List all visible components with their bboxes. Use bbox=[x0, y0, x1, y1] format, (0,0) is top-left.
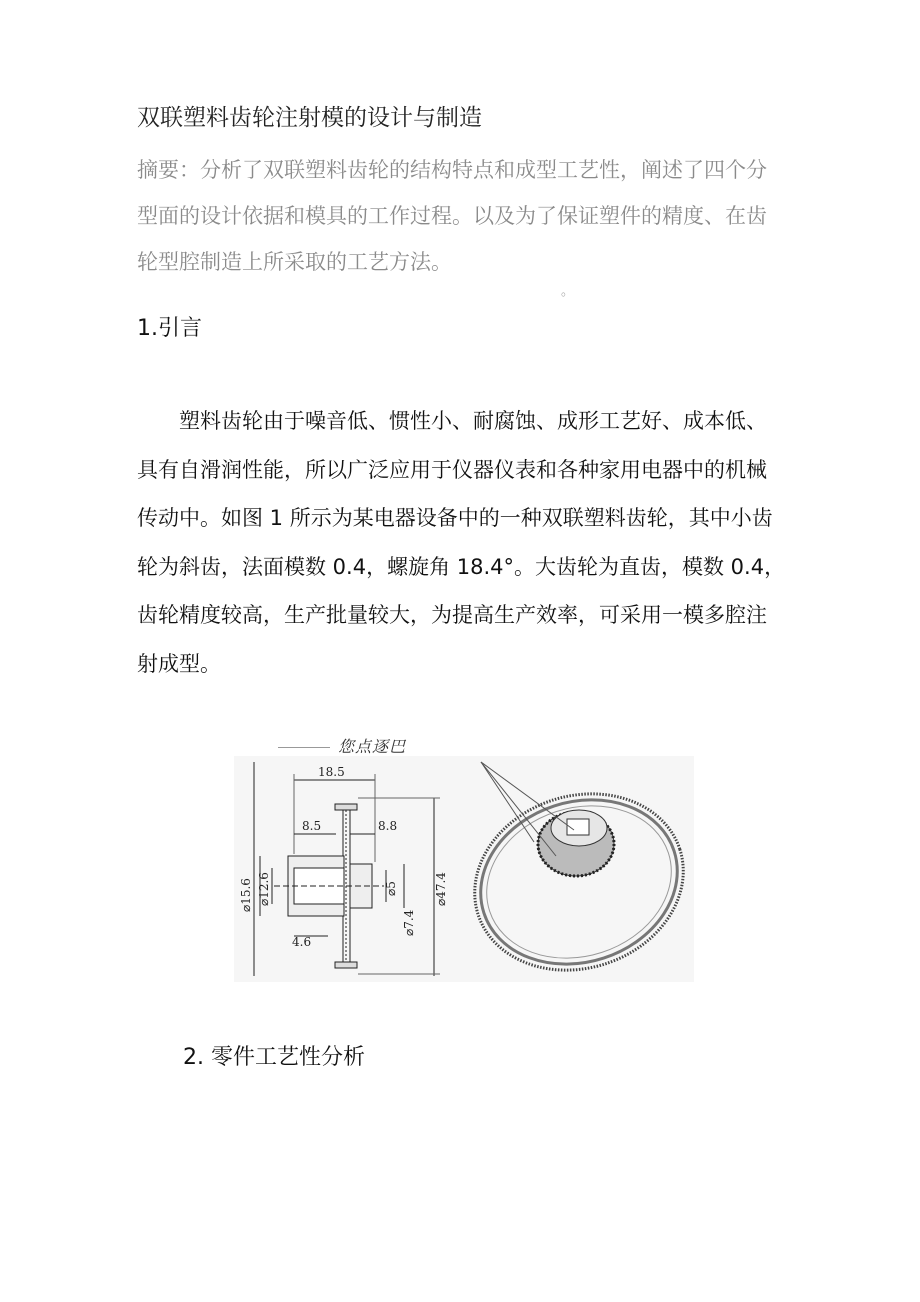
watermark-text: 您点逐巴 bbox=[338, 737, 407, 756]
dim-d47-4: ⌀47.4 bbox=[434, 872, 448, 906]
dim-18-5: 18.5 bbox=[318, 765, 345, 779]
dim-d5: ⌀5 bbox=[384, 881, 398, 896]
dim-8-8: 8.8 bbox=[378, 819, 398, 833]
figure-watermark bbox=[278, 734, 406, 757]
large-gear-rim-bottom bbox=[335, 962, 357, 968]
watermark-line bbox=[278, 747, 330, 748]
dim-8-5: 8.5 bbox=[302, 819, 322, 833]
dim-4-6: 4.6 bbox=[292, 935, 312, 949]
dim-d15-6: ⌀15.6 bbox=[239, 878, 253, 912]
gear-figure bbox=[234, 756, 694, 982]
document-title: 双联塑料齿轮注射模的设计与制造 bbox=[137, 105, 482, 131]
intro-paragraph bbox=[137, 397, 787, 688]
abstract-text: 摘要：分析了双联塑料齿轮的结构特点和成型工艺性，阐述了四个分型面的设计依据和模具的工作过程。以及为了保证塑件的精度、在齿轮型腔制造上所采取的工艺方法。 bbox=[137, 158, 767, 274]
dim-d7-4: ⌀7.4 bbox=[402, 909, 416, 936]
large-gear-rim-top bbox=[335, 804, 357, 810]
section-heading-intro: 1.引言 bbox=[137, 316, 202, 341]
section-heading-part-analysis: 2. 零件工艺性分析 bbox=[183, 1045, 365, 1070]
abstract-mark: 。 bbox=[561, 284, 575, 299]
intro-paragraph-text: 塑料齿轮由于噪音低、惯性小、耐腐蚀、成形工艺好、成本低、具有自滑润性能，所以广泛应用于仪器仪表和各种家用电器中的机械传动中。如图 1 所示为某电器设备中的一种双联塑料齿轮，其中小齿轮为斜齿，法面模数 0.4，螺旋角 18.4°。大齿轮为直齿，模数 0.4，齿轮精度较高，生产批量较大，为提高生产效率，可采用一模多腔注射成型。 bbox=[137, 409, 786, 676]
dim-d12-6: ⌀12.6 bbox=[257, 872, 271, 906]
